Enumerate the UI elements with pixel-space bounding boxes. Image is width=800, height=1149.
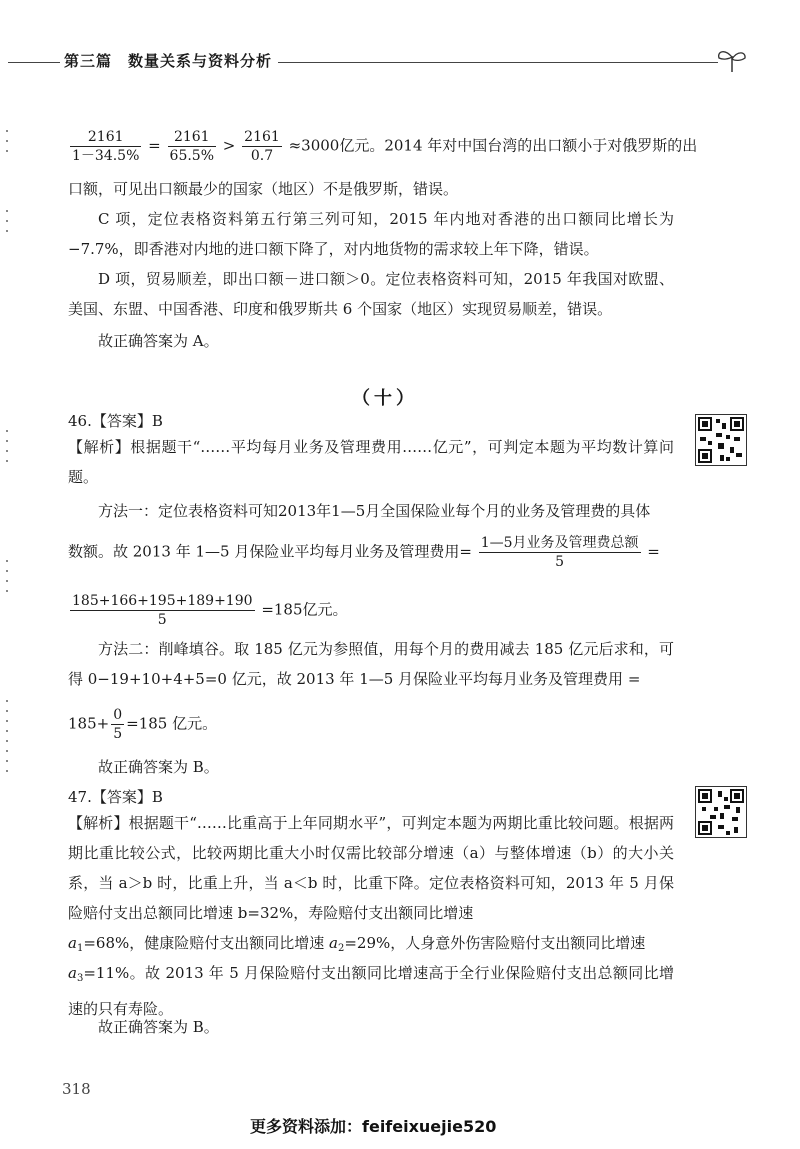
qr-code-icon[interactable] xyxy=(695,786,747,838)
q46-conclusion: 故正确答案为 B。 xyxy=(98,758,219,776)
fraction-1-numerator: 2161 xyxy=(70,128,141,147)
fraction-3-numerator: 2161 xyxy=(244,129,280,145)
a2-symbol: a xyxy=(329,934,338,952)
fraction-3-denominator: 0.7 xyxy=(250,148,274,164)
q46-method2-result xyxy=(68,706,668,743)
page-number: 318 xyxy=(62,1080,91,1098)
q46-method2-prefix: 185+ xyxy=(68,714,110,733)
q46-method1-text: 数额。故 2013 年 1—5 月保险业平均每月业务及管理费用= xyxy=(68,542,472,561)
q46-fraction-total-denominator: 5 xyxy=(555,554,565,570)
fraction-2-denominator: 65.5% xyxy=(169,148,215,164)
q46-fraction-sum xyxy=(70,592,255,629)
fraction-2 xyxy=(168,128,216,165)
a2-subscript: 2 xyxy=(337,943,345,954)
a2-text: =29%，人身意外伤害险赔付支出额同比增速 xyxy=(344,934,646,952)
binding-dots xyxy=(6,0,8,1149)
answer-line: 故正确答案为 A。 xyxy=(98,332,219,350)
header-rule-right xyxy=(278,62,718,63)
chapter-title: 第三篇 数量关系与资料分析 xyxy=(64,52,273,70)
a3-subscript: 3 xyxy=(76,973,84,984)
q46-fraction-sum-numerator: 185+166+195+189+190 xyxy=(72,593,253,609)
fraction-2-numerator: 2161 xyxy=(168,128,216,147)
footer-note: 更多资料添加：feifeixuejie520 xyxy=(250,1117,497,1136)
body-line: 口额，可见出口额最少的国家（地区）不是俄罗斯，错误。 xyxy=(68,180,459,198)
page-header xyxy=(0,44,800,74)
q46-method2-tail: =185 亿元。 xyxy=(126,714,218,733)
qr-code-icon[interactable] xyxy=(695,414,747,466)
a1-subscript: 1 xyxy=(76,943,84,954)
q47-answer-label: 47.【答案】B xyxy=(68,788,163,806)
sprout-icon xyxy=(714,44,750,74)
q47-conclusion: 故正确答案为 B。 xyxy=(98,1018,219,1036)
option-d-paragraph: D 项，贸易顺差，即出口额－进口额＞0。定位表格资料可知，2015 年我国对欧盟、美国、东盟、中国香港、印度和俄罗斯共 6 个国家（地区）实现贸易顺差，错误。 xyxy=(68,270,674,318)
fraction-3 xyxy=(242,128,282,165)
option-c-paragraph: C 项，定位表格资料第五行第三列可知，2015 年内地对香港的出口额同比增长为 −7.7%，即香港对内地的进口额下降了，对内地货物的需求较上年下降，错误。 xyxy=(68,210,674,258)
q46-sum-result: =185亿元。 xyxy=(261,600,348,619)
q46-method1-line2 xyxy=(68,534,668,571)
equals-sign: = xyxy=(647,542,660,561)
q46-fraction-total xyxy=(479,534,641,571)
section-title: （十） xyxy=(352,388,418,409)
q46-fraction-total-numerator: 1—5月业务及管理费总额 xyxy=(480,535,639,551)
a3-text: =11%。故 2013 年 5 月保险赔付支出额同比增速高于全行业保险赔付支出总额同比增速的只有寿险。 xyxy=(68,964,674,1018)
a1-symbol: a xyxy=(68,934,77,952)
q46-sum-line xyxy=(68,592,668,629)
fraction-comparison-line xyxy=(68,128,698,165)
q46-fraction-zero xyxy=(111,706,124,743)
q47-analysis: 【解析】根据题干“……比重高于上年同期水平”，可判定本题为两期比重比较问题。根据两期比重比较公式，比较两期比重大小时仅需比较部分增速（a）与整体增速（b）的大小关系，当 a＞b 时，比重上升，当 a＜b 时，比重下降。定位表格资料可知，2013 年 5 月保险赔付支出总额同比增速 b=32%，寿险赔付支出额同比增速 xyxy=(68,814,674,922)
q46-analysis: 【解析】根据题干“……平均每月业务及管理费用……亿元”，可判定本题为平均数计算问题。 xyxy=(68,438,674,486)
header-rule-left xyxy=(8,62,60,63)
approx-text: ≈3000亿元。2014 年对中国台湾的出口额小于对俄罗斯的出 xyxy=(288,136,698,155)
q47-a3-paragraph xyxy=(68,958,674,1024)
q46-method1-line1: 方法一：定位表格资料可知2013年1—5月全国保险业每个月的业务及管理费的具体 xyxy=(98,502,651,520)
q46-fraction-zero-numerator: 0 xyxy=(113,707,123,723)
fraction-1-denominator: 1－34.5% xyxy=(72,148,140,164)
q46-answer-label: 46.【答案】B xyxy=(68,412,163,430)
fraction-1 xyxy=(70,128,141,165)
a1-text: =68%，健康险赔付支出额同比增速 xyxy=(83,934,330,952)
equals-sign: = xyxy=(148,136,161,155)
q46-fraction-sum-denominator: 5 xyxy=(157,612,167,628)
q46-method2: 方法二：削峰填谷。取 185 亿元为参照值，用每个月的费用减去 185 亿元后求和，可得 0−19+10+4+5=0 亿元，故 2013 年 1—5 月保险业平均每月业务及管理费用 = xyxy=(68,640,674,688)
a3-symbol: a xyxy=(68,964,77,982)
greater-than-sign: > xyxy=(222,136,236,155)
q46-fraction-zero-denominator: 5 xyxy=(113,726,123,742)
